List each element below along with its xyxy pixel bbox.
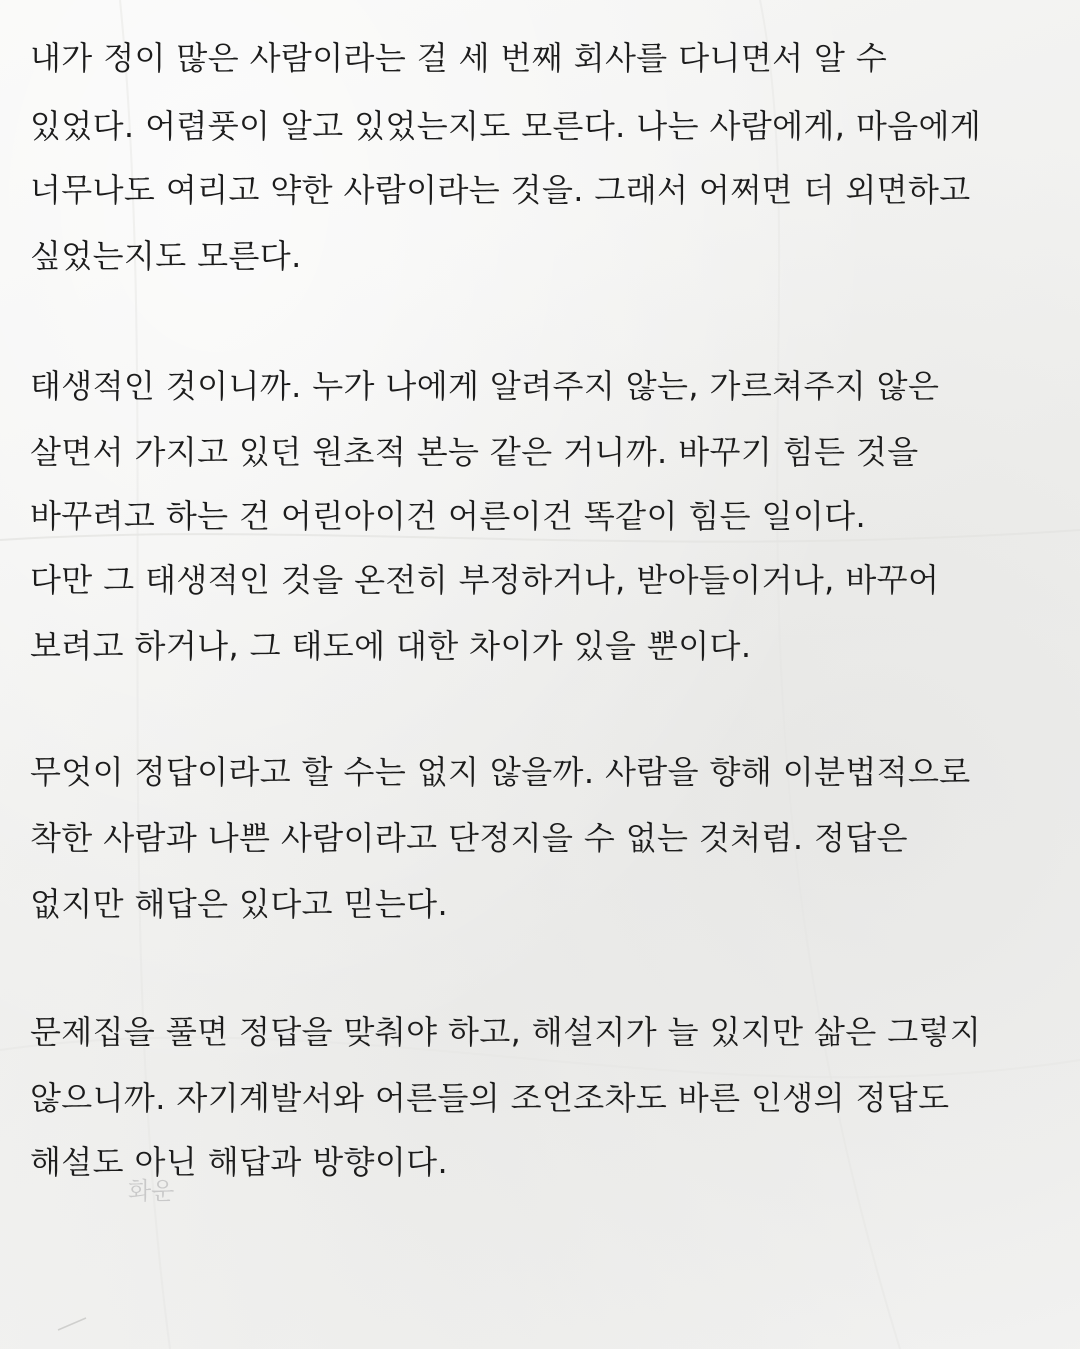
- paragraph-3-line-3: 없지만 해답은 있다고 믿는다.: [30, 885, 449, 923]
- paragraph-3-line-2: 착한 사람과 나쁜 사람이라고 단정지을 수 없는 것처럼. 정답은: [30, 819, 908, 857]
- paragraph-4-line-3: 해설도 아닌 해답과 방향이다.: [30, 1143, 449, 1181]
- paragraph-2-line-1: 태생적인 것이니까. 누가 나에게 알려주지 않는, 가르쳐주지 않은: [30, 367, 940, 405]
- author-signature: 화운: [128, 1177, 175, 1205]
- paragraph-2-line-3: 바꾸려고 하는 건 어린아이건 어른이건 똑같이 힘든 일이다.: [30, 497, 867, 535]
- paragraph-3-line-1: 무엇이 정답이라고 할 수는 없지 않을까. 사람을 향해 이분법적으로: [30, 753, 971, 791]
- paragraph-1-line-2: 있었다. 어렴풋이 알고 있었는지도 모른다. 나는 사람에게, 마음에게: [30, 107, 982, 145]
- paragraph-4-line-2: 않으니까. 자기계발서와 어른들의 조언조차도 바른 인생의 정답도: [30, 1079, 950, 1117]
- paragraph-1-line-1: 내가 정이 많은 사람이라는 걸 세 번째 회사를 다니면서 알 수: [30, 39, 888, 77]
- paragraph-2-line-5: 보려고 하거나, 그 태도에 대한 차이가 있을 뿐이다.: [30, 627, 752, 665]
- paragraph-1-line-4: 싶었는지도 모른다.: [30, 237, 302, 275]
- paragraph-2-line-2: 살면서 가지고 있던 원초적 본능 같은 거니까. 바꾸기 힘든 것을: [30, 433, 919, 471]
- paragraph-1-line-3: 너무나도 여리고 약한 사람이라는 것을. 그래서 어쩌면 더 외면하고: [30, 171, 971, 209]
- paragraph-4-line-1: 문제집을 풀면 정답을 맞춰야 하고, 해설지가 늘 있지만 삶은 그렇지: [30, 1013, 982, 1051]
- paragraph-2-line-4: 다만 그 태생적인 것을 온전히 부정하거나, 받아들이거나, 바꾸어: [30, 561, 940, 599]
